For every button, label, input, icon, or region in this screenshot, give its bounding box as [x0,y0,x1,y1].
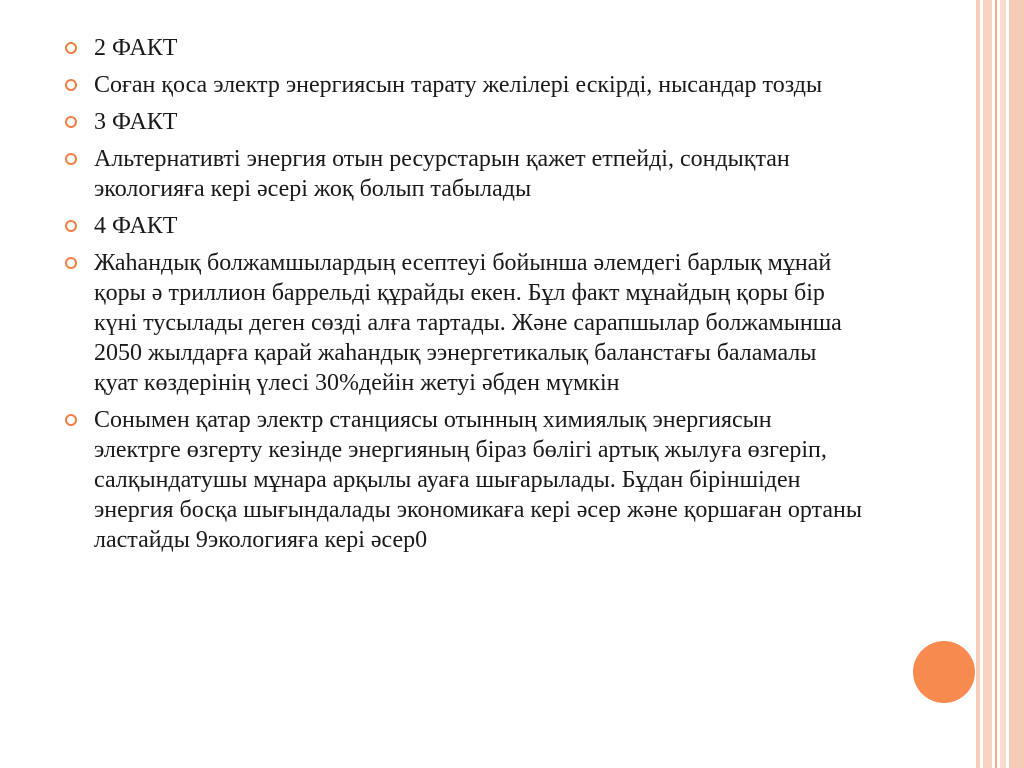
decorative-stripe [995,0,997,768]
slide-body [64,33,864,562]
bullet-circle-icon [65,116,77,128]
bullet-text: Соған қоса электр энергиясын тарату желілері ескірді, нысандар тозды [94,72,823,98]
decorative-stripe [976,0,980,768]
bullet-item [64,144,864,204]
bullet-text: 2 ФАКТ [94,35,178,61]
bullet-circle-icon [65,42,77,54]
bullet-item [64,405,864,555]
bullet-text: 3 ФАКТ [94,109,178,135]
bullet-text: Альтернативті энергия отын ресурстарын қажет етпейді, сондықтан экологияға кері әсері жоқ болып табылады [94,146,790,202]
bullet-item [64,107,864,137]
bullet-item [64,70,864,100]
bullet-item [64,33,864,63]
bullet-circle-icon [65,79,77,91]
bullet-text: Сонымен қатар электр станциясы отынның химиялық энергиясын электрге өзгерту кезінде энергияның біраз бөлігі артық жылуға өзгеріп, салқындатушы мұнара арқылы ауаға шығарылады. Бұдан біріншіден энергия босқа шығындалады экономикаға кері әсер және қоршаған ортаны ластайды 9экологияға кері әсер0 [94,407,862,553]
bullet-item [64,211,864,241]
bullet-item [64,248,864,398]
bullet-circle-icon [65,414,77,426]
bullet-text: 4 ФАКТ [94,213,178,239]
bullet-circle-icon [65,153,77,165]
decorative-stripe [1000,0,1006,768]
decorative-stripe [1009,0,1024,768]
decorative-stripe [983,0,992,768]
decorative-circle [913,641,975,703]
bullet-text: Жаһандық болжамшылардың есептеуі бойынша әлемдегі барлық мұнай қоры ә триллион баррельді құрайды екен. Бұл факт мұнайдың қоры бір күні тусылады деген сөзді алға тартады. Және сарапшылар болжамынша 2050 жылдарға қарай жаһандық ээнергетикалық баланстағы баламалы қуат көздерінің үлесі 30%дейін жетуі әбден мүмкін [94,250,842,396]
bullet-circle-icon [65,220,77,232]
bullet-circle-icon [65,257,77,269]
